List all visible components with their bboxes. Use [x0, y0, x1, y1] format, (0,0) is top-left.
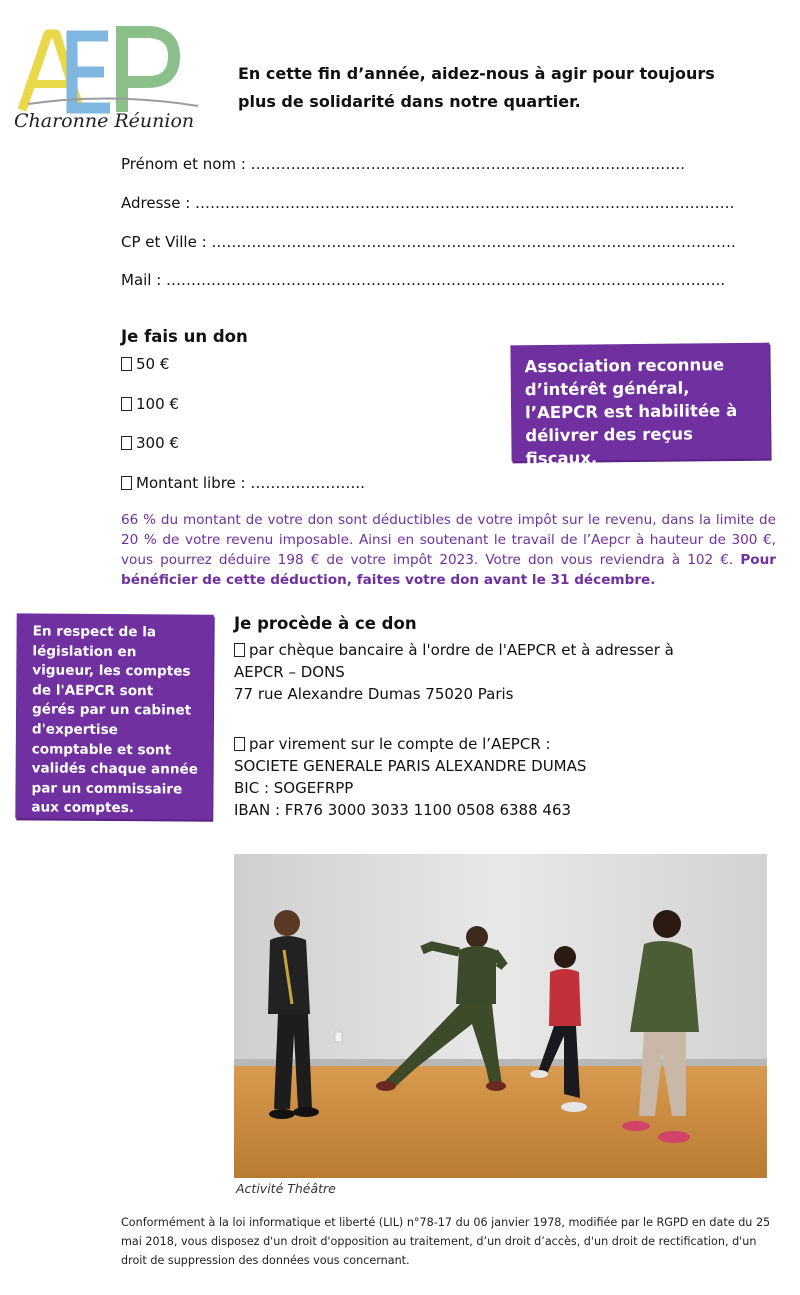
- aep-logo-graphic: [10, 22, 200, 117]
- fiscal-callout: Association reconnue d’intérêt général, l’AEPCR est habilitée à délivrer des reçus fiscaux.: [510, 343, 770, 462]
- cheque-option[interactable]: [234, 639, 674, 661]
- checkbox-icon[interactable]: [121, 357, 132, 371]
- transfer-option[interactable]: [234, 733, 551, 755]
- bic-code: BIC : SOGEFRPP: [234, 779, 354, 797]
- option-label: 100 €: [136, 395, 179, 413]
- legal-notice: Conformément à la loi informatique et liberté (LIL) n°78-17 du 06 janvier 1978, modifiée par le RGPD en date du 25 mai 2018, vous disposez d'un droit d'opposition au traitement, d’un droit d’accès, d'un droit de rectification, d'un droit de suppression des données vous concernant.: [121, 1216, 771, 1267]
- accounts-callout: En respect de la législation en vigueur, les comptes de l'AEPCR sont gérés par un cabinet d'expertise comptable et sont validés chaque année par un commissaire aux comptes.: [15, 613, 213, 819]
- cheque-label: par chèque bancaire à l'ordre de l'AEPCR et à adresser à: [249, 641, 674, 659]
- cheque-recipient: AEPCR – DONS: [234, 663, 345, 681]
- deduction-text: 66 % du montant de votre don sont déductibles de votre impôt sur le revenu, dans la limite de 20 % de votre revenu imposable. Ainsi en soutenant le travail de l’Aepcr à hauteur de 300 €, vous pourrez déduire 198 € de votre impôt 2023. Votre don vous reviendra à 102 €.: [121, 512, 776, 568]
- checkbox-icon[interactable]: [234, 737, 245, 751]
- donation-title: Je fais un don: [121, 327, 248, 346]
- checkbox-icon[interactable]: [121, 397, 132, 411]
- checkbox-icon[interactable]: [121, 476, 132, 490]
- option-free-amount[interactable]: [121, 474, 365, 492]
- option-label: Montant libre : …………………..: [136, 474, 365, 492]
- mail-field[interactable]: Mail : ……………………………………………………………………………………..…………..: [121, 271, 726, 289]
- checkbox-icon[interactable]: [234, 643, 245, 657]
- donation-section: [121, 327, 248, 346]
- name-field[interactable]: Prénom et nom : …………………………………………………..……………………….: [121, 155, 685, 173]
- photo-caption: Activité Théâtre: [236, 1181, 336, 1196]
- theatre-photo-graphic: [234, 854, 767, 1178]
- bank-name: SOCIETE GENERALE PARIS ALEXANDRE DUMAS: [234, 757, 587, 775]
- address-field[interactable]: Adresse : ………………………………………………………………………………..…………….: [121, 194, 735, 212]
- deduction-deadline: Pour bénéficier de cette déduction, faites votre don avant le 31 décembre.: [121, 552, 776, 588]
- payment-section: [234, 614, 417, 633]
- payment-title: Je procède à ce don: [234, 614, 417, 633]
- iban-code: IBAN : FR76 3000 3033 1100 0508 6388 463: [234, 801, 572, 819]
- city-field[interactable]: CP et Ville : ………………………………………………………………………………..………….: [121, 233, 736, 251]
- theatre-photo: [234, 854, 767, 1178]
- option-label: 50 €: [136, 355, 170, 373]
- logo-subtitle: Charonne Réunion: [14, 110, 195, 132]
- page-headline: En cette fin d’année, aidez-nous à agir pour toujours plus de solidarité dans notre quartier.: [238, 64, 715, 111]
- cheque-address: 77 rue Alexandre Dumas 75020 Paris: [234, 685, 514, 703]
- option-label: 300 €: [136, 434, 179, 452]
- transfer-label: par virement sur le compte de l’AEPCR :: [249, 735, 551, 753]
- deduction-paragraph: [121, 510, 776, 590]
- option-300[interactable]: [121, 434, 179, 452]
- option-100[interactable]: [121, 395, 179, 413]
- checkbox-icon[interactable]: [121, 436, 132, 450]
- option-50[interactable]: [121, 355, 169, 373]
